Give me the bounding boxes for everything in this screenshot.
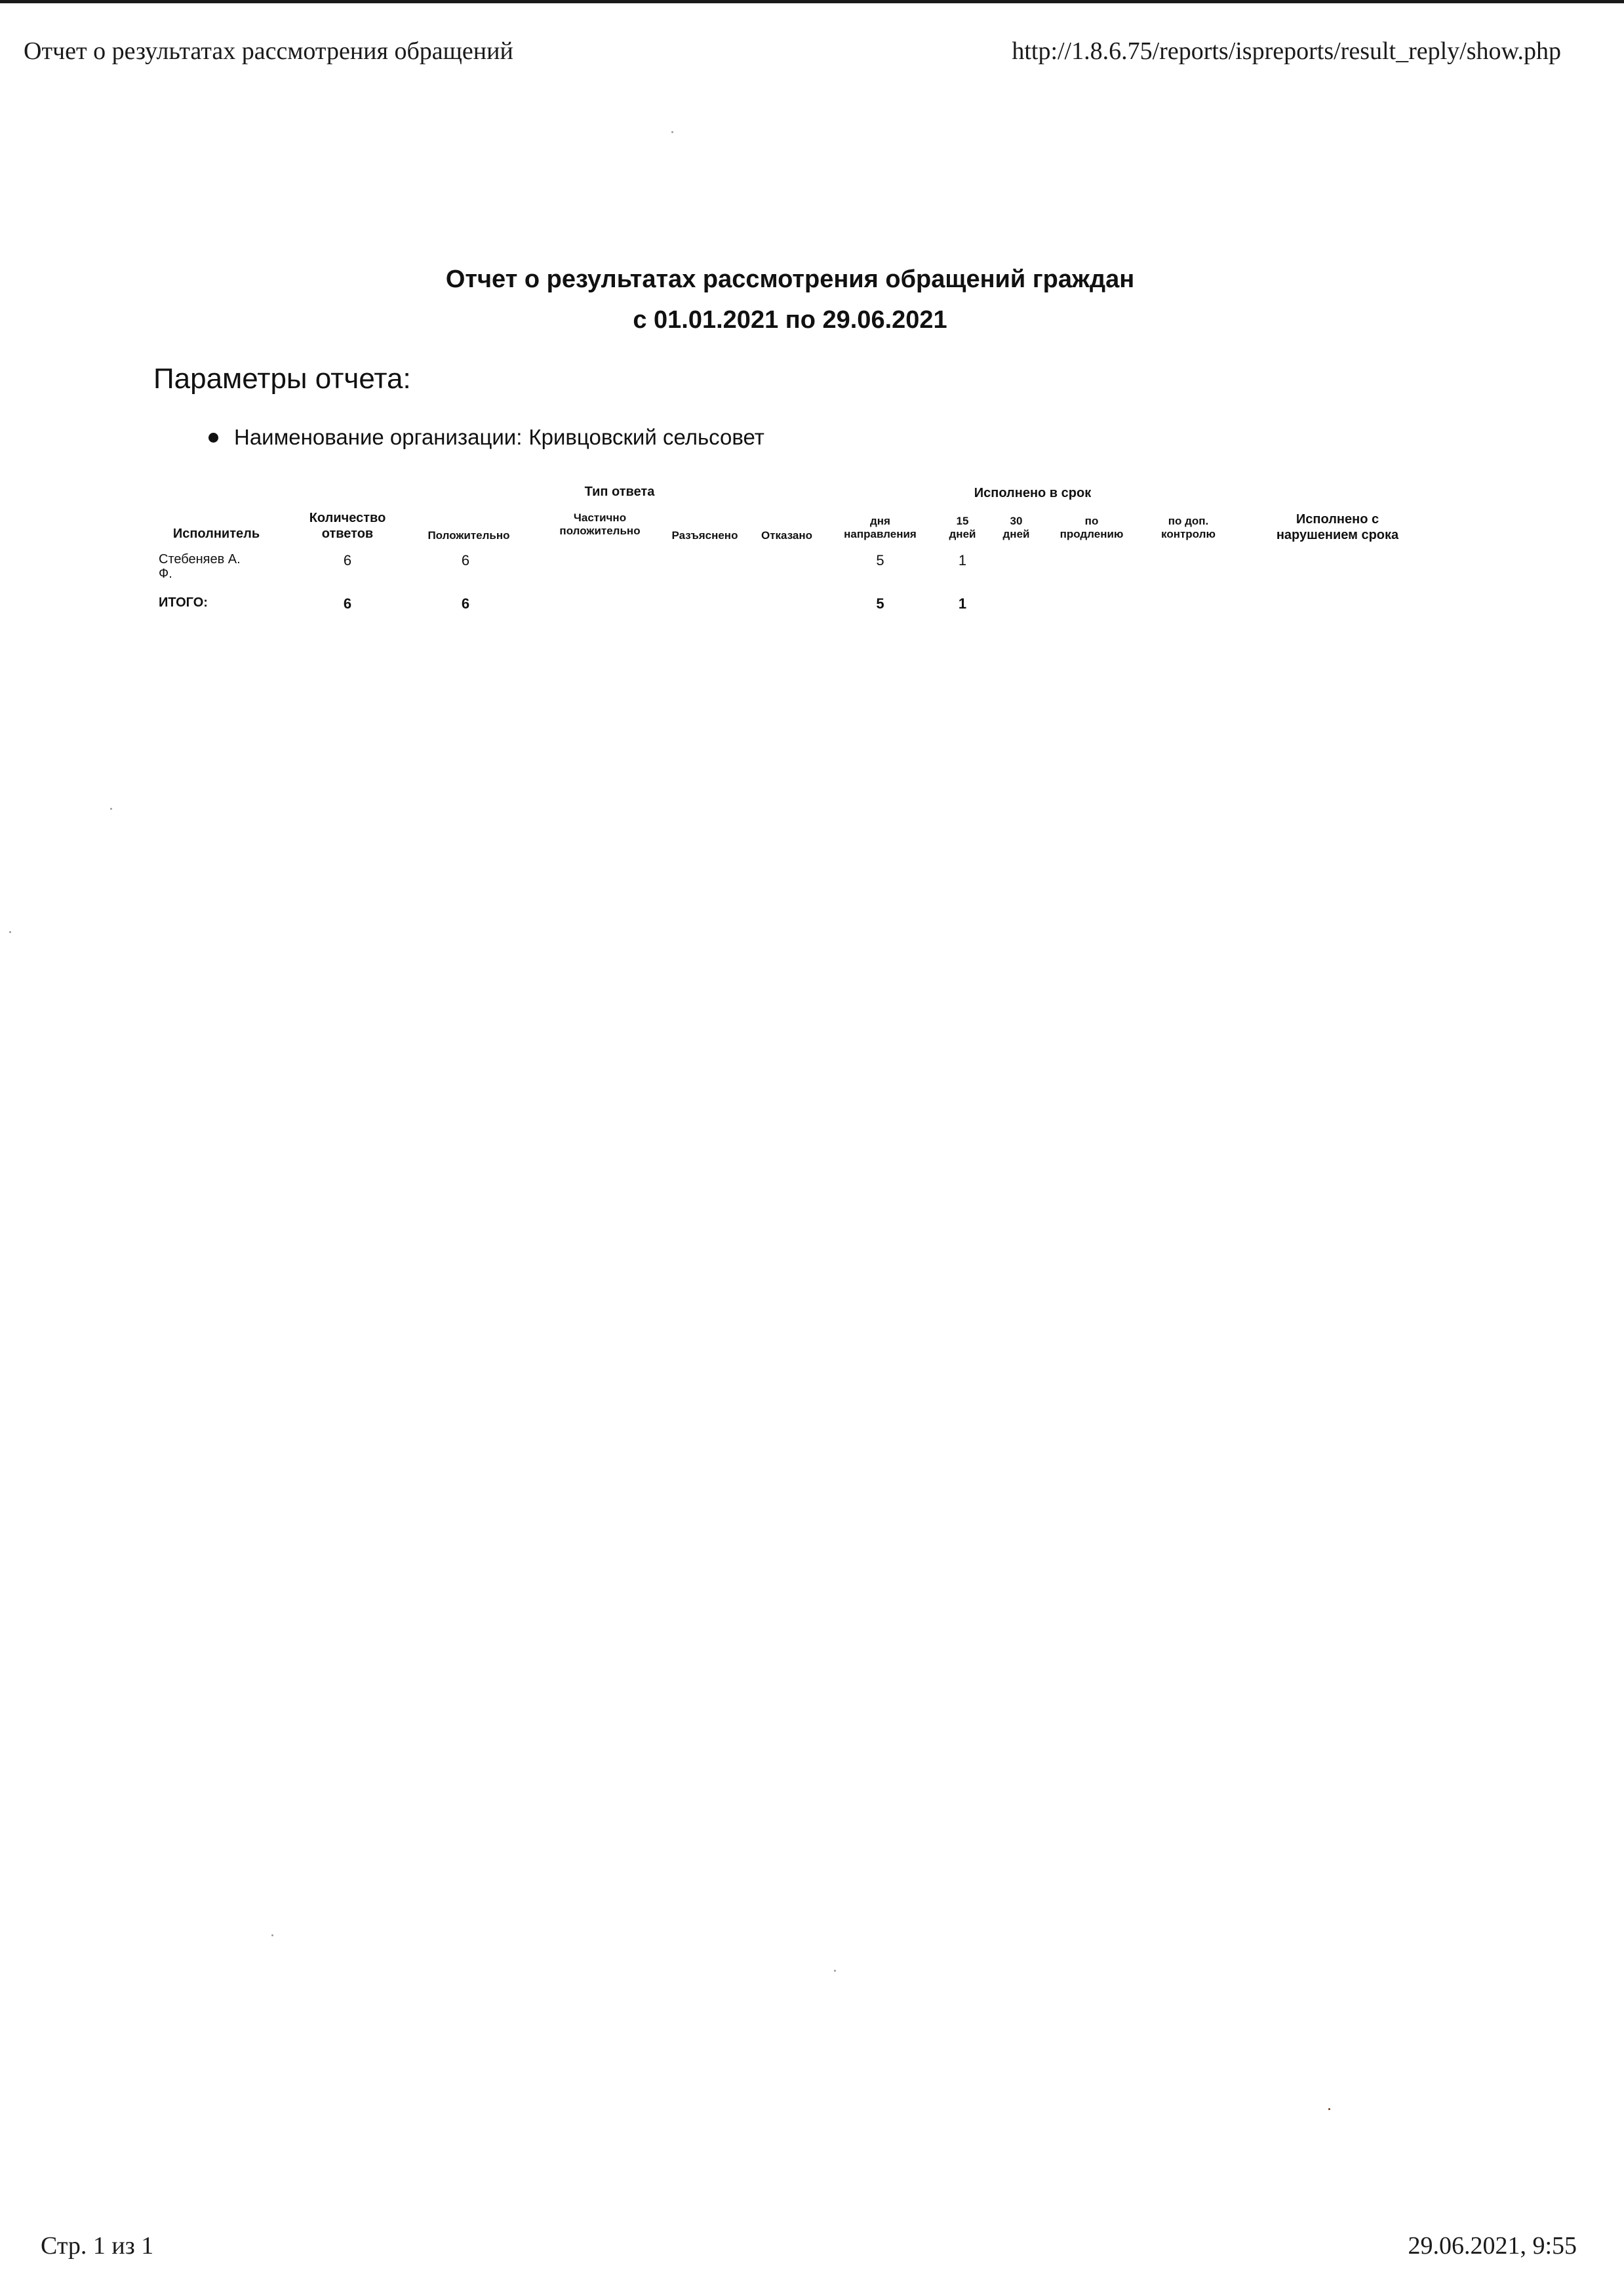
print-header-url: http://1.8.6.75/reports/ispreports/result_reply/show.php — [1012, 37, 1561, 65]
scan-speck — [110, 808, 112, 810]
col-late: Исполнено с нарушением срока — [1276, 512, 1399, 542]
total-count: 6 — [343, 595, 352, 612]
scan-speck — [271, 1934, 273, 1936]
table-row-positive: 6 — [461, 552, 470, 569]
print-header-title: Отчет о результатах рассмотрения обращений — [24, 37, 513, 65]
total-positive: 6 — [461, 595, 470, 612]
total-15-days: 1 — [958, 595, 967, 612]
params-heading: Параметры отчета: — [153, 363, 411, 395]
col-days: дня направления — [844, 515, 917, 540]
scan-speck — [834, 1970, 836, 1972]
col-extension: по продлению — [1060, 515, 1124, 540]
total-days: 5 — [876, 595, 884, 612]
org-label: Наименование организации: — [234, 425, 523, 449]
report-title: Отчет о результатах рассмотрения обращений граждан — [445, 266, 1135, 293]
print-footer-datetime: 29.06.2021, 9:55 — [1408, 2232, 1577, 2260]
scan-speck — [9, 931, 11, 933]
org-param — [208, 425, 764, 450]
org-value: Кривцовский сельсовет — [528, 425, 764, 449]
table-row-15-days: 1 — [958, 552, 967, 569]
col-executor: Исполнитель — [172, 527, 260, 541]
table-row-executor: Стебеняев А. Ф. — [159, 552, 241, 581]
bullet-icon — [208, 433, 218, 443]
table-row-days: 5 — [876, 552, 884, 569]
col-15-days: 15 дней — [949, 515, 976, 540]
col-30-days: 30 дней — [1002, 515, 1030, 540]
col-positive: Положительно — [427, 529, 510, 542]
col-explained: Разъяснено — [671, 529, 738, 542]
col-refused: Отказано — [761, 529, 813, 542]
scan-top-edge — [0, 0, 1624, 3]
scan-speck — [1328, 2108, 1330, 2110]
report-period: с 01.01.2021 по 29.06.2021 — [633, 306, 947, 334]
col-partial: Частично положительно — [559, 511, 641, 537]
group-header-on-time: Исполнено в срок — [974, 486, 1092, 500]
total-label: ИТОГО: — [159, 595, 208, 610]
col-extra-control: по доп. контролю — [1161, 515, 1216, 540]
table-row-count: 6 — [343, 552, 352, 569]
print-footer-page: Стр. 1 из 1 — [41, 2232, 154, 2260]
group-header-answer-type: Тип ответа — [584, 485, 655, 499]
col-count: Количество ответов — [309, 511, 386, 541]
scan-speck — [671, 131, 673, 133]
